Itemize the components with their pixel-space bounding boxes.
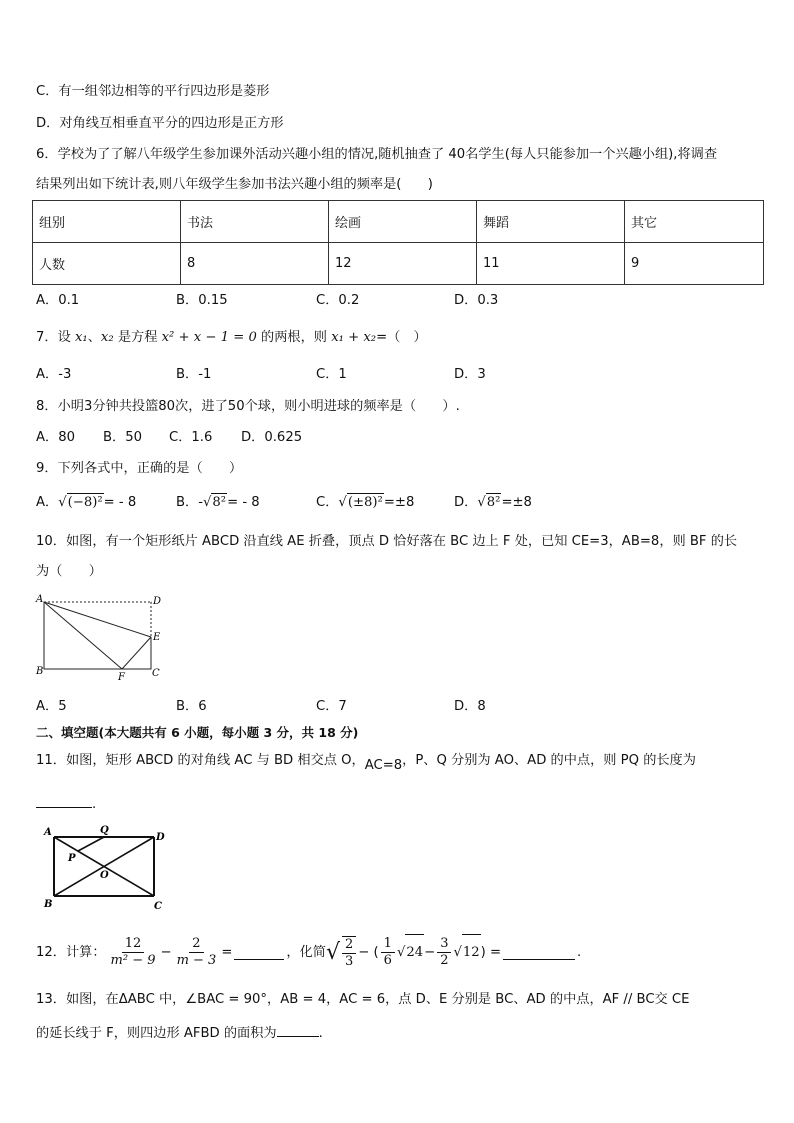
q9-a-rest: = - 8 (103, 495, 137, 510)
q12-answer-blank-2 (503, 945, 575, 960)
table-cell: 其它 (625, 201, 764, 243)
q7-option-c: C．1 (316, 367, 347, 382)
q10-label-b: B (36, 666, 44, 677)
q12-equals: = (221, 944, 233, 960)
q12-f4-den: 2 (440, 953, 449, 968)
q9-b-radicand: 8² (212, 495, 227, 510)
q7-expr: x₁ + x₂ (331, 330, 377, 345)
q10-option-d: D．8 (454, 699, 486, 714)
q9-c-radicand: (±8)² (347, 495, 383, 510)
q12-fraction-3 (381, 936, 395, 969)
q12-f4-num: 3 (437, 936, 451, 953)
q9-option-a: A．√(−8)²= - 8 (36, 495, 137, 510)
q11-label-o: O (100, 870, 109, 881)
q12-s-den: 3 (344, 953, 354, 969)
q12-minus-2: − (424, 944, 436, 960)
q9-a-radicand: (−8)² (67, 495, 103, 510)
table-cell: 11 (477, 243, 625, 285)
table-cell: 人数 (33, 243, 181, 285)
q12-sqrt-fraction (342, 936, 356, 970)
q11-label-d: D (156, 832, 165, 843)
q8-option-b: B．50 (103, 430, 143, 445)
table-cell: 书法 (181, 201, 329, 243)
q10-figure (34, 592, 164, 682)
table-row (33, 243, 764, 285)
q12-sqrt-sign: √ (325, 939, 340, 965)
table-cell: 8 (181, 243, 329, 285)
q11-figure-group (54, 837, 154, 896)
q12-answer-blank-1 (234, 945, 284, 960)
q10-rect-edges (44, 602, 151, 669)
q11-label-c: C (154, 901, 162, 912)
q10-stem-line1: 10．如图，有一个矩形纸片 ABCD 沿直线 AE 折叠，顶点 D 恰好落在 BC 边上 F 处，已知 CE=3，AB=8，则 BF 的长 (36, 534, 738, 549)
q10-stem-line2: 为（ ） (36, 564, 102, 579)
q10-label-f: F (118, 672, 125, 682)
q11-answer-blank (36, 793, 92, 808)
table-cell: 12 (329, 243, 477, 285)
q9-b-pre: - (198, 495, 204, 510)
q12-paren-close: ) = (480, 944, 502, 960)
q12-f2-num: 2 (189, 936, 203, 953)
table-cell: 舞蹈 (477, 201, 625, 243)
q8-option-c: C．1.6 (169, 430, 213, 445)
q11-line1b: ，P、Q 分别为 AO、AD 的中点，则 PQ 的长度为 (402, 753, 696, 768)
q6-option-d: D．0.3 (454, 293, 499, 308)
q7-x2: x₂ (100, 330, 114, 345)
q11-condition: AC=8 (364, 758, 403, 773)
q5-option-c: C．有一组邻边相等的平行四边形是菱形 (36, 84, 270, 99)
q9-option-b: B．-√8²= - 8 (176, 495, 260, 510)
q12-fraction-4 (437, 936, 451, 969)
q10-option-b: B．6 (176, 699, 207, 714)
q10-label-c: C (152, 668, 160, 679)
q7-x1: x₁ (74, 330, 88, 345)
q10-label-a: A (36, 594, 44, 605)
q10-options (36, 698, 486, 716)
q13-answer-blank (277, 1022, 319, 1037)
q10-line-fe (122, 637, 151, 669)
q7-equation: x² + x − 1 = 0 (161, 330, 257, 345)
section2-heading: 二、填空题(本大题共有 6 小题，每小题 3 分，共 18 分) (36, 725, 359, 740)
q10-label-e: E (153, 632, 161, 643)
q11-label-a: A (44, 827, 52, 838)
q11-line1a: 11．如图，矩形 ABCD 的对角线 AC 与 BD 相交点 O， (36, 753, 365, 768)
q6-option-a: A．0.1 (36, 293, 80, 308)
q13-line2: 的延长线于 F，则四边形 AFBD 的面积为 (36, 1026, 277, 1041)
q12-minus: − (160, 944, 172, 960)
q12-radicand-2: 12 (462, 934, 481, 971)
q7-mid2: 的两根，则 (261, 330, 327, 345)
q13-stem-line1: 13．如图，在ΔABC 中，∠BAC = 90°，AB = 4，AC = 6，点 D、E 分别是 BC、AD 的中点，AF // BC交 CE (36, 992, 690, 1007)
q11-stem-line1 (36, 752, 696, 773)
q9-d-label: D． (454, 495, 478, 510)
q7-prefix: 7．设 (36, 330, 71, 345)
q9-b-rest: = - 8 (227, 495, 260, 510)
q5-option-d: D．对角线互相垂直平分的四边形是正方形 (36, 116, 284, 131)
q11-stem-line2 (36, 793, 96, 814)
q6-option-c: C．0.2 (316, 293, 360, 308)
q7-mid: 是方程 (117, 330, 158, 345)
q6-option-b: B．0.15 (176, 293, 228, 308)
q9-c-label: C． (316, 495, 339, 510)
q6-stem-line2: 结果列出如下统计表,则八年级学生参加书法兴趣小组的频率是( ) (36, 177, 433, 192)
q11-label-q: Q (100, 825, 109, 836)
q12-fraction-1 (108, 936, 159, 969)
q8-stem: 8．小明3分钟共投篮80次，进了50个球，则小明进球的频率是（ ）. (36, 399, 460, 414)
q9-b-label: B． (176, 495, 199, 510)
q10-line-af (44, 602, 122, 669)
q13-stem-line2 (36, 1022, 323, 1043)
q12-prefix: 12．计算： (36, 944, 106, 960)
q7-options (36, 366, 486, 384)
q8-option-a: A．80 (36, 430, 75, 445)
q7-option-d: D．3 (454, 367, 486, 382)
q12-fraction-2 (174, 936, 220, 969)
q12-f1-den: m² − 9 (110, 953, 156, 968)
q8-options (36, 429, 302, 447)
q9-c-rest: =±8 (383, 495, 415, 510)
q11-figure (40, 823, 170, 913)
q12-f3-den: 6 (383, 953, 392, 968)
q6-stem-line1: 6．学校为了了解八年级学生参加课外活动兴趣小组的情况,随机抽查了 40名学生(每人只能参加一个兴趣小组),将调查 (36, 147, 718, 162)
q6-stat-table (32, 200, 764, 285)
q12-f2-den: m − 3 (176, 953, 217, 968)
q10-line-ae (44, 602, 151, 637)
q7-suffix: =（ ） (376, 330, 427, 345)
q12-f3-num: 1 (381, 936, 395, 953)
q13-end: . (318, 1026, 323, 1041)
q12-paren-open: − ( (358, 944, 379, 960)
q9-d-rest: =±8 (501, 495, 532, 510)
q7-option-b: B．-1 (176, 367, 212, 382)
q10-option-a: A．5 (36, 699, 67, 714)
q6-options (36, 292, 498, 310)
q11-label-p: P (68, 853, 76, 864)
q12-stem: 12．计算： $\frac{12}{\text{m² − 9}}$ − $\frac{2}{m - 3}$ = ，化简 √ $\frac{2}{3}$ − ( $\frac{1}{6}$ √ 24 − $\frac{3}{2}$ √ 12 ) = . (36, 934, 581, 971)
q9-options (36, 493, 532, 512)
q9-d-radicand: 8² (486, 495, 501, 510)
q12-simplify-label: ，化简 (286, 944, 326, 960)
q12-end: . (577, 944, 582, 960)
q9-stem: 9．下列各式中，正确的是（ ） (36, 461, 243, 476)
q7-option-a: A．-3 (36, 367, 72, 382)
q10-label-d: D (153, 596, 162, 607)
q12-s-num: 2 (342, 937, 356, 954)
table-cell: 绘画 (329, 201, 477, 243)
table-cell: 9 (625, 243, 764, 285)
q9-option-c: C．√(±8)²=±8 (316, 495, 415, 510)
q10-option-c: C．7 (316, 699, 347, 714)
q11-label-b: B (44, 899, 53, 910)
q9-a-label: A． (36, 495, 59, 510)
table-cell: 组别 (33, 201, 181, 243)
q8-option-d: D．0.625 (241, 430, 303, 445)
q11-period: . (92, 797, 97, 812)
q12-radicand-1: 24 (405, 934, 424, 971)
table-row (33, 201, 764, 243)
q7-stem (36, 329, 427, 347)
q12-f1-num: 12 (122, 936, 145, 953)
q7-sep: 、 (87, 330, 101, 345)
q11-segment-pq (78, 837, 104, 851)
q9-option-d: D．√8²=±8 (454, 495, 532, 510)
